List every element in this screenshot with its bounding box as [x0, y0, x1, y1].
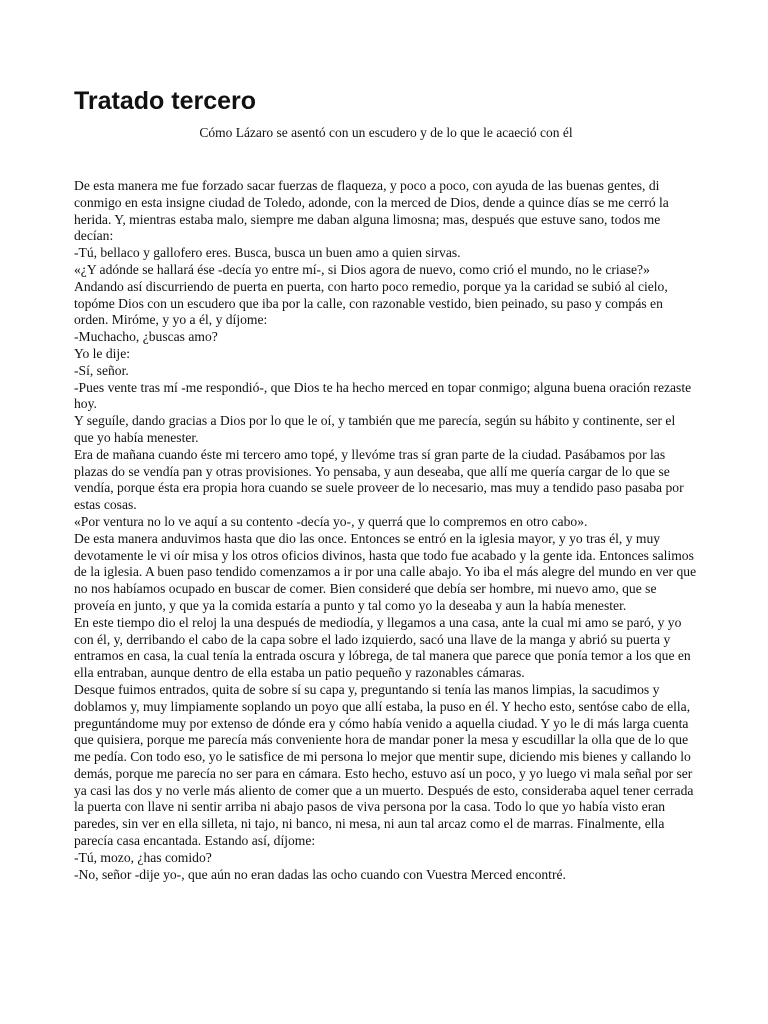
paragraph: Andando así discurriendo de puerta en puerta, con harto poco remedio, porque ya la caridad se subió al cielo, topóme Dios con un escudero que iba por la calle, con razonable vestido, bien peinado, su paso y compás en orden. Miróme, y yo a él, y díjome:: [74, 278, 668, 328]
paragraph: «Por ventura no lo ve aquí a su contento -decía yo-, y querrá que lo compremos en otro cabo».: [74, 513, 588, 529]
paragraph: De esta manera me fue forzado sacar fuerzas de flaqueza, y poco a poco, con ayuda de las buenas gentes, di conmigo en esta insigne ciudad de Toledo, adonde, con la merced de Dios, dende a quince días se me cerró la herida. Y, mientras estaba malo, siempre me daban alguna limosna; mas, después que estuve sano, todos me decían:: [74, 178, 669, 244]
paragraph: -Tú, mozo, ¿has comido?: [74, 849, 212, 865]
paragraph: De esta manera anduvimos hasta que dio las once. Entonces se entró en la iglesia mayor, y yo tras él, y muy devotamente le vi oír misa y los otros oficios divinos, hasta que todo fue acabado y la gente ida. Entonces salimos de la iglesia. A buen paso tendido comenzamos a ir por una calle abajo. Yo iba el más alegre del mundo en ver que no nos habíamos ocupado en buscar de comer. Bien consideré que debía ser hombre, mi nuevo amo, que se proveía en junto, y que ya la comida estaría a punto y tal como yo la deseaba y aun la había menester.: [74, 530, 697, 613]
paragraph: En este tiempo dio el reloj la una después de mediodía, y llegamos a una casa, ante la cual mi amo se paró, y yo con él, y, derribando el cabo de la capa sobre el lado izquierdo, sacó una llave de la manga y abrió su puerta y entramos en casa, la cual tenía la entrada oscura y lóbrega, de tal manera que parece que ponía temor a los que en ella entraban, aunque dentro de ella estaba un patio pequeño y razonables cámaras.: [74, 614, 691, 681]
paragraph: Era de mañana cuando éste mi tercero amo topé, y llevóme tras sí gran parte de la ciudad. Pasábamos por las plazas do se vendía pan y otras provisiones. Yo pensaba, y aun deseaba, que allí me quería cargar de lo que se vendía, porque ésta era propia hora cuando se suele proveer de lo necesario, mas muy a tendido paso pasaba por estas cosas.: [74, 446, 684, 513]
paragraph: Yo le dije:: [74, 345, 131, 361]
paragraph: -Sí, señor.: [74, 362, 129, 378]
paragraph: -Muchacho, ¿buscas amo?: [74, 329, 218, 345]
paragraph: «¿Y adónde se hallará ése -decía yo entre mí-, si Dios agora de nuevo, como crió el mundo, no le criase?»: [74, 261, 650, 277]
document-subtitle: Cómo Lázaro se asentó con un escudero y de lo que le acaeció con él: [199, 125, 573, 140]
paragraph: -Pues vente tras mí -me respondió-, que Dios te ha hecho merced en topar conmigo; alguna buena oración rezaste hoy.: [74, 379, 692, 412]
paragraph: -Tú, bellaco y gallofero eres. Busca, busca un buen amo a quien sirvas.: [74, 245, 461, 261]
paragraph: -No, señor -dije yo-, que aún no eran dadas las ocho cuando con Vuestra Merced encontré.: [74, 866, 566, 882]
paragraph: Desque fuimos entrados, quita de sobre sí su capa y, preguntando si tenía las manos limpias, la sacudimos y doblamos y, muy limpiamente soplando un poyo que allí estaba, la puso en él. Y hecho esto, sentóse cabo de ella, preguntándome muy por extenso de dónde era y cómo había venido a aquella ciudad. Y yo le di más larga cuenta que quisiera, porque me parecía más conveniente hora de mandar poner la mesa y escudillar la olla que de lo que me pedía. Con todo eso, yo le satisfice de mi persona lo mejor que mentir supe, diciendo mis bienes y callando lo demás, porque me parecía no ser para en cámara. Esto hecho, estuvo así un poco, y yo luego vi mala señal por ser ya casi las dos y no verle más aliento de comer que a un muerto. Después de esto, consideraba aquel tener cerrada la puerta con llave ni sentir arriba ni abajo pasos de viva persona por la casa. Todo lo que yo había visto eran paredes, sin ver en ella silleta, ni tajo, ni banco, ni mesa, ni aun tal arcaz como el de marras. Finalmente, ella parecía casa encantada. Estando así, díjome:: [74, 681, 694, 849]
document-title: Tratado tercero: [74, 87, 257, 115]
paragraph: Y seguíle, dando gracias a Dios por lo que le oí, y también que me parecía, según su hábito y continente, ser el que yo había menester.: [74, 413, 676, 445]
document-body: [74, 178, 698, 883]
